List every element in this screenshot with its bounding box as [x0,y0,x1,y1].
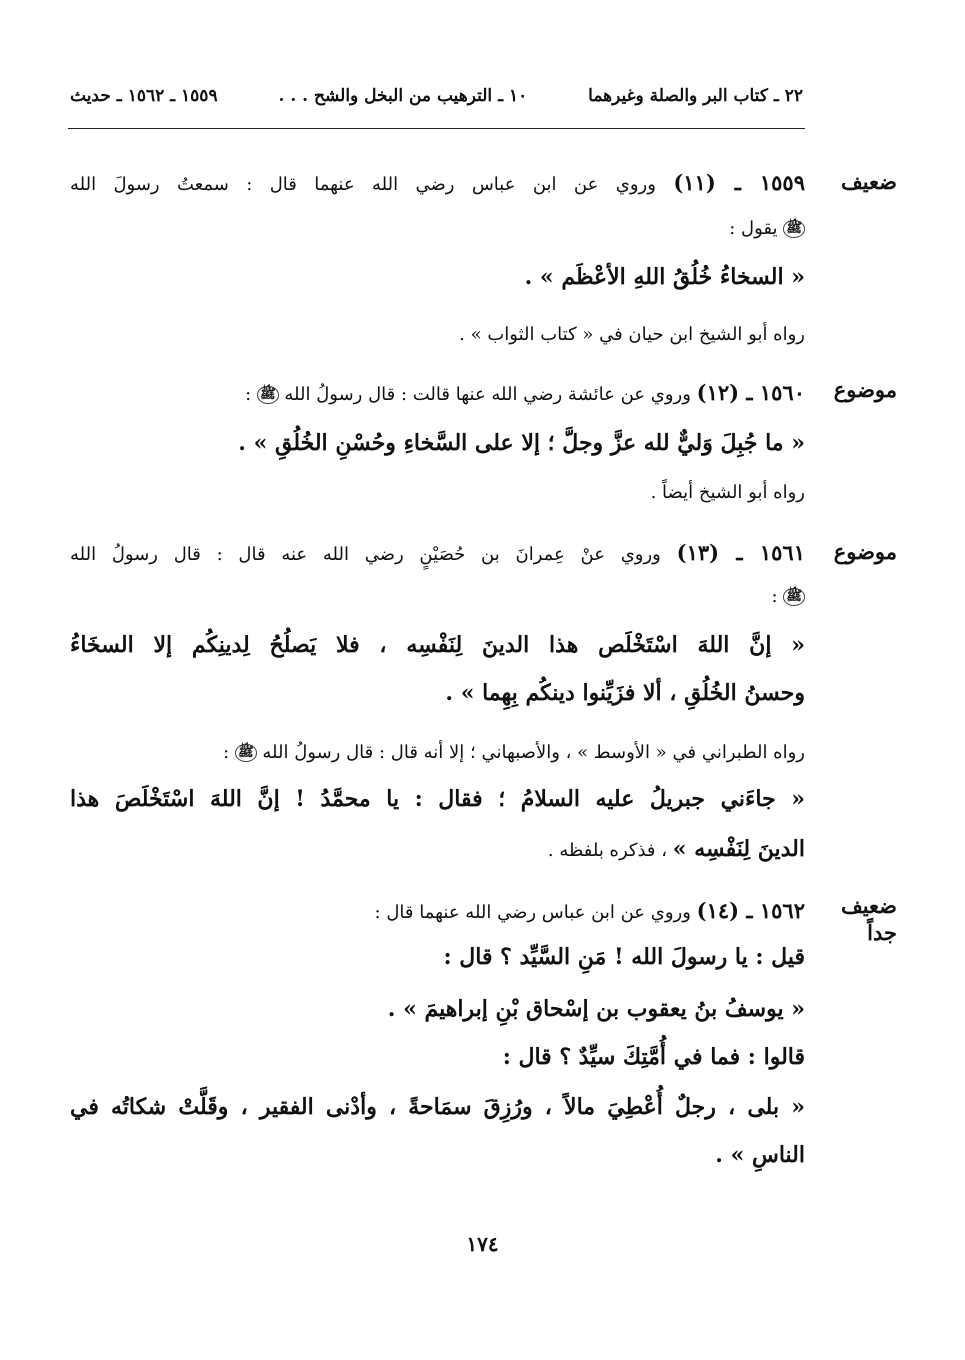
hadith-1561-text-1: « إنَّ اللهَ اسْتَخْلَص هذا الدينَ لِنَفْسِه ، فلا يَصلُحُ لِدينِكُم إلا السخَاءُ [70,632,805,658]
hadith-1561-alt-2 [70,834,805,865]
source-text: رواه الطبراني في « الأوسط » ، والأصبهاني ؛ إلا أنه قال : قال رسولُ الله [262,742,805,763]
grade-1559: ضعيف [840,169,897,194]
hadith-1559-text: « السخاءُ خُلُقُ اللهِ الأعْظَم » . [524,264,805,290]
hadith-1560-intro [70,378,805,407]
hadith-1562-answer-2-line-2: الناسِ » . [715,1142,805,1168]
intro-text: وروي عن ابن عباس رضي الله عنهما قال : [374,902,691,923]
hadith-1561-intro-2 [70,584,805,609]
source-end: : [223,742,230,763]
hadith-1559-source: رواه أبو الشيخ ابن حيان في « كتاب الثواب » . [459,324,805,345]
header-chapter: ٢٢ ـ كتاب البر والصلة وغيرهما [588,86,803,106]
header-rule [68,128,805,129]
saw-seal-icon: ﷺ [257,386,279,404]
grade-1561: موضوع [833,539,897,564]
saw-seal-icon: ﷺ [783,588,805,606]
hadith-number: ١٥٦٢ ـ (١٤) [696,898,805,923]
intro-text: يقول : [729,218,778,239]
hadith-1562-question-1: قيل : يا رسولَ الله ! مَنِ السَّيِّد ؟ قال : [443,944,805,970]
intro-text: وروي عن عائشة رضي الله عنها قالت : قال رسولُ الله [284,384,691,405]
page-number: ١٧٤ [466,1232,499,1256]
hadith-1561-intro [70,538,805,567]
saw-seal-icon: ﷺ [235,744,257,762]
grade-1562 [817,892,897,947]
grade-1560: موضوع [833,377,897,402]
grade-line-2: جداً [867,920,897,946]
hadith-number: ١٥٦٠ ـ (١٢) [696,380,805,405]
intro-end: : [245,384,252,405]
header-section: ١٠ ـ الترهيب من البخل والشح . . . [278,86,528,106]
header-range: ١٥٥٩ ـ ١٥٦٢ ـ حديث [70,86,218,106]
alt-text: الدينَ لِنَفْسِه » [672,836,805,862]
running-header [70,86,803,106]
grade-line-1: ضعيف [840,893,897,918]
intro-text: وروي عن ابن عباس رضي الله عنهما قال : سمعتُ رسولَ الله [70,174,656,195]
hadith-1559-intro [70,168,805,197]
hadith-1561-text-2: وحسنُ الخُلُقِ ، ألا فزَيِّنوا دينكُم بِهِما » . [445,680,805,706]
hadith-number: ١٥٥٩ ـ (١١) [673,170,805,195]
hadith-1561-source [70,740,805,765]
hadith-1560-source: رواه أبو الشيخ أيضاً . [650,482,805,503]
intro-text: : [771,586,778,607]
hadith-1562-answer-2-line-1: « بلى ، رجلٌ أُعْطِيَ مالاً ، ورُزِقَ سمَاحةً ، وأدْنى الفقير ، وقَلَّتْ شكاتُه في [70,1094,805,1120]
hadith-1562-answer-1: « يوسفُ بنُ يعقوب بن إسْحاق بْنِ إبراهيمَ » . [387,996,805,1022]
hadith-1562-question-2: قالوا : فما في أُمَّتِكَ سيِّدٌ ؟ قال : [502,1044,805,1070]
saw-seal-icon: ﷺ [783,220,805,238]
hadith-1559-intro-2 [70,216,805,241]
hadith-1560-text: « ما جُبِلَ وَليٌّ لله عزَّ وجلَّ ؛ إلا على السَّخاءِ وحُسْنِ الخُلُقِ » . [238,430,805,456]
hadith-1561-alt-1: « جاءَني جبريلُ عليه السلامُ ؛ فقال : يا محمَّدُ ! إنَّ اللهَ اسْتَخْلَصَ هذا [70,786,805,812]
intro-text: وروي عنْ عِمرانَ بن حُصَيْنٍ رضي الله عنه قال : قال رسولُ الله [70,544,661,565]
hadith-1562-intro [70,896,805,925]
hadith-number: ١٥٦١ ـ (١٣) [676,540,805,565]
alt-note: ، فذكره بلفظه . [547,840,668,861]
